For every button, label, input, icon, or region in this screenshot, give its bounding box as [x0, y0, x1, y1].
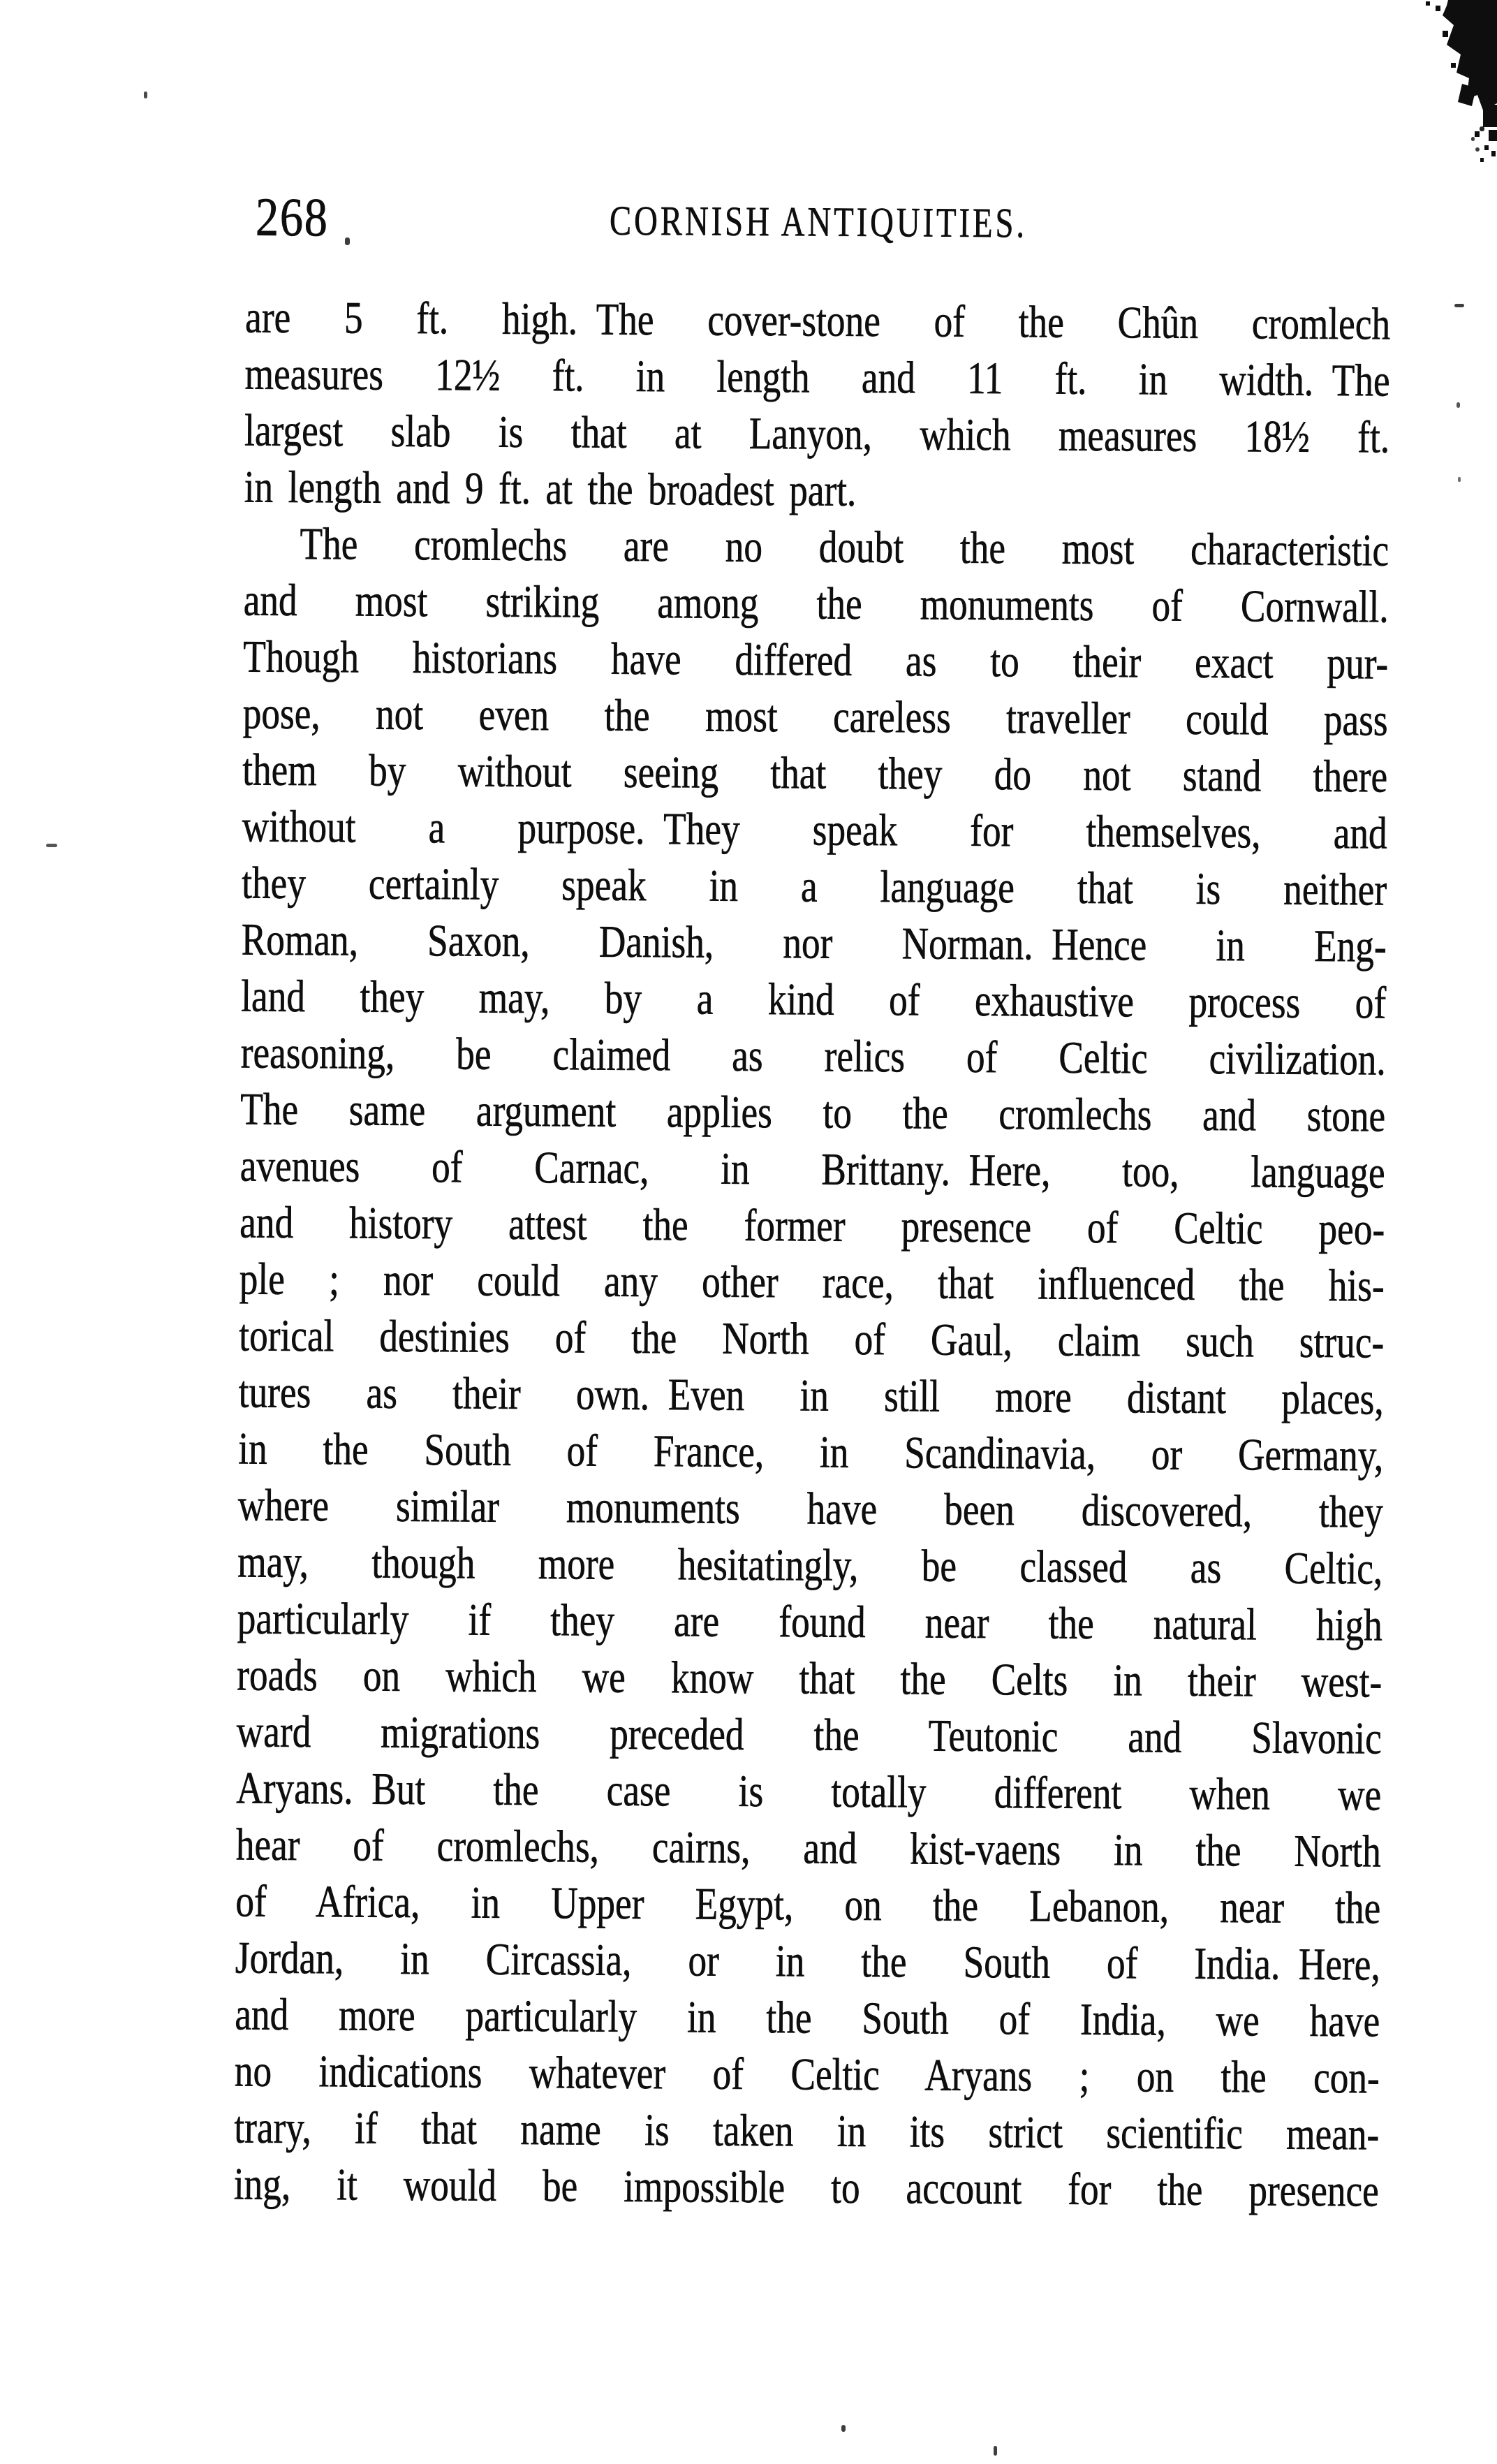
text-line: Jordan, in Circassia, or in the South of India. Here, — [235, 1933, 1381, 1990]
text-line: and history attest the former presence of Celtic peo- — [239, 1197, 1385, 1255]
text-line: Though historians have differed as to their exact pur- — [242, 631, 1389, 689]
page-number: 268 — [255, 186, 329, 248]
text-line: are 5 ft. high. The cover-stone of the Chûn cromlech — [244, 292, 1391, 350]
text-line: may, though more hesitatingly, be classed as Celtic, — [237, 1537, 1383, 1594]
text-line: avenues of Carnac, in Brittany. Here, too, language — [239, 1141, 1385, 1198]
running-title: CORNISH ANTIQUITIES. — [609, 197, 1028, 247]
text-line: tures as their own. Even in still more distant places, — [238, 1367, 1384, 1425]
text-line: in the South of France, in Scandinavia, or Germany, — [238, 1423, 1384, 1481]
text-line: ing, it would be impossible to account for the presence — [233, 2159, 1380, 2217]
text-line: ward migrations preceded the Teutonic and Slavonic — [236, 1706, 1382, 1764]
text-line: them by without seeing that they do not stand there — [242, 745, 1388, 802]
text-line: and more particularly in the South of India, we have — [235, 1989, 1380, 2047]
text-line: where similar monuments have been discovered, they — [237, 1480, 1383, 1538]
text-line: hear of cromlechs, cairns, and kist-vaens in the North — [235, 1819, 1382, 1877]
text-line: Aryans. But the case is totally different when we — [236, 1763, 1382, 1821]
body-text — [234, 290, 1391, 2220]
text-line: without a purpose. They speak for themselves, and — [242, 801, 1387, 859]
text-line: Roman, Saxon, Danish, nor Norman. Hence in Eng- — [241, 914, 1387, 972]
text-line: reasoning, be claimed as relics of Celtic civilization. — [240, 1027, 1386, 1085]
text-line: land they may, by a kind of exhaustive process of — [241, 971, 1387, 1029]
text-line: roads on which we know that the Celts in their west- — [237, 1650, 1382, 1708]
text-line: they certainly speak in a language that is neither — [242, 858, 1387, 916]
text-line: of Africa, in Upper Egypt, on the Lebanon, near the — [235, 1876, 1381, 1934]
text-line: The cromlechs are no doubt the most characteristic — [300, 519, 1389, 576]
text-line: largest slab is that at Lanyon, which measures 18½ ft. — [244, 405, 1390, 463]
text-line: The same argument applies to the cromlechs and stone — [240, 1084, 1386, 1142]
text-line: trary, if that name is taken in its strict scientific mean- — [234, 2102, 1380, 2160]
text-line: measures 12½ ft. in length and 11 ft. in width. The — [244, 349, 1390, 406]
text-line: torical destinies of the North of Gaul, claim such struc- — [239, 1310, 1385, 1368]
text-line: no indications whatever of Celtic Aryans ; on the con- — [234, 2046, 1380, 2104]
text-line: in length and 9 ft. at the broadest part. — [244, 462, 857, 516]
text-line: ple ; nor could any other race, that influenced the his- — [239, 1254, 1385, 1312]
text-line: particularly if they are found near the natural high — [237, 1593, 1382, 1651]
text-line: and most striking among the monuments of Cornwall. — [243, 575, 1389, 633]
text-line: pose, not even the most careless traveller could pass — [242, 688, 1388, 746]
